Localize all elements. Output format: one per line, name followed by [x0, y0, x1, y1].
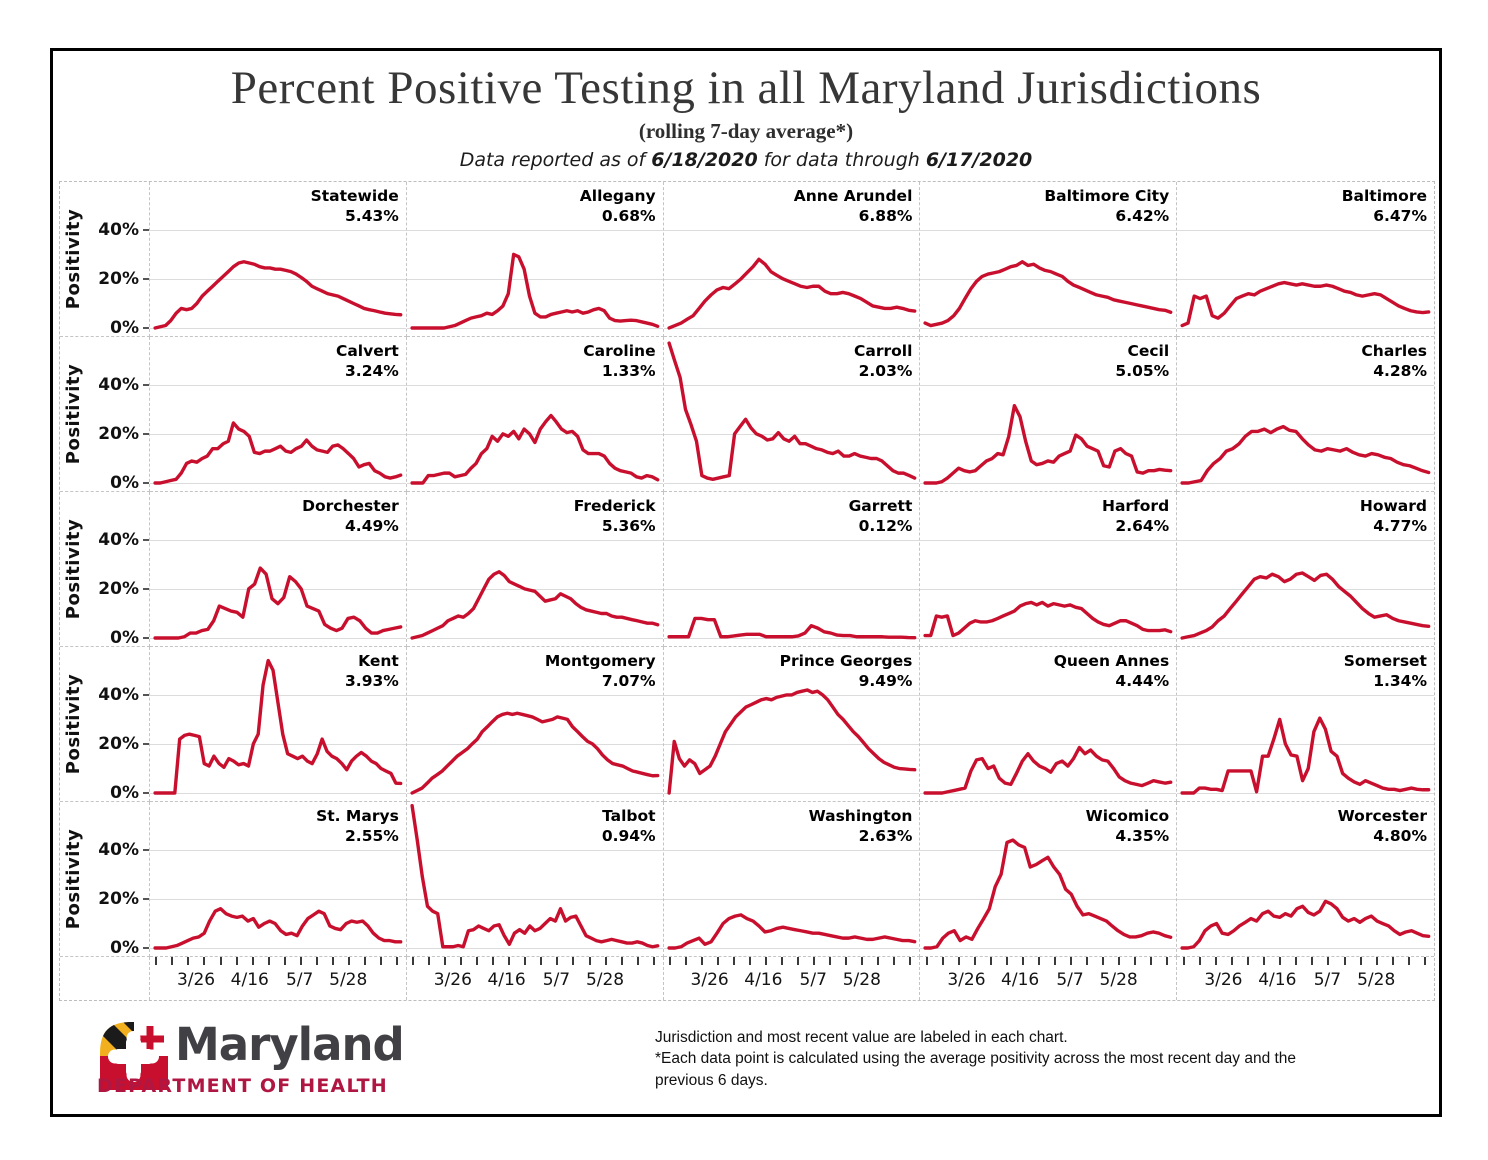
chart-panel-cecil [920, 337, 1177, 492]
x-minor-tick [990, 957, 992, 965]
y-tick-mark [143, 898, 149, 900]
chart-label-cecil [1115, 341, 1169, 382]
y-tick-label [98, 685, 149, 705]
footnote-line-2: *Each data point is calculated using the average positivity across the most recent day and the [655, 1050, 1297, 1068]
y-tick-mark [143, 694, 149, 696]
x-minor-tick [284, 957, 286, 965]
x-minor-tick [556, 957, 558, 965]
y-tick-text: 40% [98, 530, 139, 551]
x-tick-label: 5/7 [542, 970, 571, 990]
x-minor-tick [1199, 957, 1201, 965]
x-minor-tick [187, 957, 189, 965]
x-tick-label: 4/16 [230, 970, 269, 990]
report-frame [50, 48, 1442, 1117]
x-minor-tick [909, 957, 911, 965]
chart-panel-garrett [664, 492, 921, 647]
chart-panel-calvert [150, 337, 407, 492]
y-tick-label [98, 530, 149, 550]
y-tick-text: 40% [98, 220, 139, 241]
chart-panel-frederick [407, 492, 664, 647]
y-tick-text: 0% [110, 472, 139, 493]
report-mid: for data through [757, 149, 926, 171]
y-axis-row-3 [60, 492, 150, 647]
x-minor-tick [252, 957, 254, 965]
jurisdiction-name: Carroll [853, 342, 913, 360]
chart-label-washington [809, 806, 913, 847]
x-tick-label: 5/7 [1313, 970, 1342, 990]
jurisdiction-name: Baltimore [1341, 187, 1427, 205]
x-tick-label: 3/26 [433, 970, 472, 990]
chart-panel-st-marys [150, 802, 407, 957]
y-tick-text: 20% [98, 269, 139, 290]
chart-label-howard [1360, 496, 1427, 537]
x-minor-tick [845, 957, 847, 965]
footnote-line-1: Jurisdiction and most recent value are labeled in each chart. [655, 1029, 1068, 1046]
x-minor-tick [396, 957, 398, 965]
page-subtitle: (rolling 7-day average*) [638, 119, 854, 143]
x-minor-tick [1006, 957, 1008, 965]
x-minor-tick [1134, 957, 1136, 965]
y-tick-mark [143, 743, 149, 745]
chart-panel-queen-annes [920, 647, 1177, 802]
x-tick-label: 4/16 [744, 970, 783, 990]
x-minor-tick [621, 957, 623, 965]
x-minor-tick [171, 957, 173, 965]
y-tick-mark [143, 637, 149, 639]
chart-label-queen-annes [1054, 651, 1169, 692]
x-tick-label: 5/7 [799, 970, 827, 990]
jurisdiction-name: Caroline [583, 342, 656, 360]
report-prefix: Data reported as of [459, 149, 652, 171]
y-tick-text: 40% [98, 375, 139, 396]
x-axis-corner [60, 957, 150, 1000]
report-date-line [53, 149, 1439, 171]
y-axis-title: Positivity [63, 208, 84, 310]
report-date: 6/18/2020 [651, 149, 758, 171]
y-tick-text: 20% [98, 889, 139, 910]
x-tick-label: 4/16 [1258, 970, 1297, 990]
jurisdiction-value: 4.28% [1373, 362, 1427, 381]
x-minor-tick [1022, 957, 1024, 965]
chart-label-talbot [602, 806, 656, 847]
x-minor-tick [203, 957, 205, 965]
y-tick-mark [143, 433, 149, 435]
x-minor-tick [1344, 957, 1346, 965]
x-tick-label: 5/28 [1357, 970, 1396, 990]
chart-panel-somerset [1177, 647, 1434, 802]
jurisdiction-value: 5.05% [1115, 362, 1170, 381]
x-minor-tick [1263, 957, 1265, 965]
x-minor-tick [765, 957, 767, 965]
jurisdiction-name: Queen Annes [1053, 652, 1170, 670]
jurisdiction-value: 0.94% [601, 827, 656, 846]
x-minor-tick [1247, 957, 1249, 965]
jurisdiction-value: 4.35% [1115, 827, 1170, 846]
chart-label-montgomery [545, 651, 656, 692]
chart-label-wicomico [1086, 806, 1170, 847]
y-tick-mark [143, 792, 149, 794]
y-tick-label [98, 220, 149, 240]
jurisdiction-value: 2.55% [345, 827, 399, 846]
x-minor-tick [220, 957, 222, 965]
chart-label-baltimore-city [1044, 186, 1169, 227]
y-tick-label [98, 840, 149, 860]
y-axis-row-2 [60, 337, 150, 492]
y-tick-mark [143, 588, 149, 590]
x-minor-tick [572, 957, 574, 965]
y-tick-label [98, 579, 149, 599]
jurisdiction-name: Harford [1101, 497, 1170, 515]
y-tick-mark [143, 849, 149, 851]
x-minor-tick [1118, 957, 1120, 965]
y-tick-text: 40% [98, 840, 139, 861]
chart-panel-kent [150, 647, 407, 802]
y-axis-title: Positivity [63, 828, 84, 930]
y-tick-mark [143, 384, 149, 386]
chart-panel-talbot [407, 802, 664, 957]
x-minor-tick [781, 957, 783, 965]
x-minor-tick [1086, 957, 1088, 965]
x-minor-tick [460, 957, 462, 965]
x-minor-tick [1150, 957, 1152, 965]
small-multiples-grid [59, 181, 1435, 1001]
chart-panel-howard [1177, 492, 1434, 647]
x-minor-tick [1166, 957, 1168, 965]
chart-panel-baltimore [1177, 182, 1434, 337]
chart-panel-washington [664, 802, 921, 957]
x-minor-tick [701, 957, 703, 965]
jurisdiction-name: Talbot [602, 807, 656, 825]
chart-panel-statewide [150, 182, 407, 337]
y-axis-title: Positivity [63, 518, 84, 620]
y-tick-mark [143, 327, 149, 329]
y-tick-text: 0% [110, 627, 139, 648]
x-minor-tick [942, 957, 944, 965]
x-minor-tick [540, 957, 542, 965]
x-minor-tick [877, 957, 879, 965]
jurisdiction-name: Dorchester [302, 497, 399, 515]
chart-panel-worcester [1177, 802, 1434, 957]
jurisdiction-name: Cecil [1127, 342, 1170, 360]
x-minor-tick [637, 957, 639, 965]
x-minor-tick [1231, 957, 1233, 965]
y-axis-title: Positivity [63, 363, 84, 465]
jurisdiction-name: Wicomico [1085, 807, 1170, 825]
x-axis-col-2 [407, 957, 664, 1000]
jurisdiction-value: 4.80% [1373, 827, 1427, 846]
jurisdiction-name: Somerset [1343, 652, 1427, 670]
chart-panel-baltimore-city [920, 182, 1177, 337]
y-axis-row-5 [60, 802, 150, 957]
y-tick-label [98, 269, 149, 289]
x-minor-tick [893, 957, 895, 965]
x-minor-tick [733, 957, 735, 965]
jurisdiction-name: Allegany [579, 187, 656, 205]
chart-panel-montgomery [407, 647, 664, 802]
y-tick-label [110, 628, 149, 648]
x-minor-tick [829, 957, 831, 965]
x-minor-tick [236, 957, 238, 965]
chart-label-kent [345, 651, 399, 692]
jurisdiction-name: St. Marys [316, 807, 399, 825]
jurisdiction-value: 3.93% [345, 672, 399, 691]
y-tick-text: 0% [110, 782, 139, 803]
x-minor-tick [1054, 957, 1056, 965]
maryland-doh-logo [95, 1017, 425, 1103]
header [53, 61, 1439, 171]
x-minor-tick [364, 957, 366, 965]
x-minor-tick [1424, 957, 1426, 965]
y-tick-label [98, 889, 149, 909]
x-minor-tick [476, 957, 478, 965]
x-minor-tick [1311, 957, 1313, 965]
chart-label-dorchester [302, 496, 399, 537]
chart-label-calvert [336, 341, 399, 382]
chart-label-st-marys [316, 806, 399, 847]
x-minor-tick [589, 957, 591, 965]
x-minor-tick [1360, 957, 1362, 965]
y-tick-mark [143, 539, 149, 541]
x-minor-tick [444, 957, 446, 965]
jurisdiction-value: 2.63% [858, 827, 913, 846]
x-minor-tick [1183, 957, 1185, 965]
chart-label-prince-georges [780, 651, 913, 692]
x-minor-tick [348, 957, 350, 965]
x-tick-label: 5/28 [842, 970, 881, 990]
y-axis-row-4 [60, 647, 150, 802]
y-tick-label [98, 375, 149, 395]
jurisdiction-value: 1.33% [601, 362, 656, 381]
chart-panel-dorchester [150, 492, 407, 647]
y-tick-mark [143, 482, 149, 484]
chart-panel-harford [920, 492, 1177, 647]
x-minor-tick [268, 957, 270, 965]
x-minor-tick [1038, 957, 1040, 965]
x-tick-label: 3/26 [690, 970, 729, 990]
jurisdiction-name: Prince Georges [779, 652, 913, 670]
y-tick-label [110, 938, 149, 958]
chart-panel-carroll [664, 337, 921, 492]
jurisdiction-name: Worcester [1337, 807, 1427, 825]
jurisdiction-value: 0.12% [858, 517, 913, 536]
jurisdiction-name: Charles [1361, 342, 1427, 360]
x-minor-tick [508, 957, 510, 965]
jurisdiction-name: Montgomery [544, 652, 656, 670]
jurisdiction-value: 7.07% [601, 672, 656, 691]
jurisdiction-name: Washington [808, 807, 913, 825]
x-tick-label: 5/7 [1056, 970, 1084, 990]
y-tick-label [110, 473, 149, 493]
jurisdiction-value: 1.34% [1373, 672, 1427, 691]
x-minor-tick [1215, 957, 1217, 965]
x-tick-label: 4/16 [1001, 970, 1040, 990]
y-tick-text: 0% [110, 937, 139, 958]
x-minor-tick [1070, 957, 1072, 965]
footnote-line-3: previous 6 days. [655, 1071, 768, 1089]
jurisdiction-value: 0.68% [601, 207, 656, 226]
jurisdiction-name: Howard [1359, 497, 1427, 515]
chart-label-caroline [583, 341, 655, 382]
y-axis-row-1 [60, 182, 150, 337]
x-axis-col-1 [150, 957, 407, 1000]
y-tick-text: 0% [110, 317, 139, 338]
x-tick-label: 3/26 [947, 970, 986, 990]
jurisdiction-name: Baltimore City [1044, 187, 1170, 205]
y-tick-text: 20% [98, 424, 139, 445]
x-axis-col-5 [1177, 957, 1434, 1000]
chart-label-worcester [1338, 806, 1427, 847]
chart-panel-charles [1177, 337, 1434, 492]
chart-label-baltimore [1342, 186, 1427, 227]
x-minor-tick [749, 957, 751, 965]
x-tick-label: 3/26 [1204, 970, 1243, 990]
x-minor-tick [813, 957, 815, 965]
x-minor-tick [1408, 957, 1410, 965]
chart-panel-prince-georges [664, 647, 921, 802]
y-tick-label [110, 318, 149, 338]
chart-label-statewide [311, 186, 399, 227]
x-minor-tick [669, 957, 671, 965]
chart-label-frederick [574, 496, 656, 537]
x-tick-label: 3/26 [176, 970, 216, 990]
y-tick-label [98, 734, 149, 754]
x-minor-tick [1327, 957, 1329, 965]
jurisdiction-name: Statewide [310, 187, 399, 205]
x-minor-tick [974, 957, 976, 965]
x-minor-tick [1279, 957, 1281, 965]
x-minor-tick [316, 957, 318, 965]
jurisdiction-value: 4.44% [1115, 672, 1170, 691]
jurisdiction-value: 2.64% [1115, 517, 1170, 536]
x-minor-tick [797, 957, 799, 965]
x-minor-tick [605, 957, 607, 965]
y-tick-mark [143, 278, 149, 280]
jurisdiction-name: Garrett [848, 497, 913, 515]
x-tick-label: 5/28 [1099, 970, 1138, 990]
y-tick-text: 20% [98, 579, 139, 600]
jurisdiction-name: Anne Arundel [793, 187, 913, 205]
y-axis-title: Positivity [63, 673, 84, 775]
x-minor-tick [155, 957, 157, 965]
jurisdiction-value: 6.88% [858, 207, 913, 226]
x-tick-label: 4/16 [487, 970, 526, 990]
chart-label-harford [1102, 496, 1169, 537]
x-minor-tick [380, 957, 382, 965]
x-minor-tick [1295, 957, 1297, 965]
jurisdiction-value: 5.43% [345, 207, 399, 226]
chart-panel-anne-arundel [664, 182, 921, 337]
x-axis-col-4 [920, 957, 1177, 1000]
x-minor-tick [926, 957, 928, 965]
x-minor-tick [492, 957, 494, 965]
jurisdiction-value: 4.77% [1373, 517, 1427, 536]
jurisdiction-value: 4.49% [345, 517, 399, 536]
x-tick-label: 5/28 [585, 970, 625, 990]
footnote [655, 1027, 1445, 1091]
jurisdiction-value: 3.24% [345, 362, 399, 381]
chart-label-charles [1361, 341, 1427, 382]
chart-label-somerset [1344, 651, 1427, 692]
y-tick-label [98, 424, 149, 444]
x-minor-tick [428, 957, 430, 965]
x-minor-tick [1376, 957, 1378, 965]
x-minor-tick [412, 957, 414, 965]
chart-label-anne-arundel [794, 186, 913, 227]
x-minor-tick [717, 957, 719, 965]
y-tick-text: 20% [98, 734, 139, 755]
x-minor-tick [300, 957, 302, 965]
x-minor-tick [1102, 957, 1104, 965]
x-minor-tick [524, 957, 526, 965]
x-minor-tick [958, 957, 960, 965]
x-tick-label: 5/28 [329, 970, 368, 990]
page-title: Percent Positive Testing in all Maryland Jurisdictions [230, 62, 1262, 114]
x-minor-tick [332, 957, 334, 965]
jurisdiction-value: 6.42% [1115, 207, 1170, 226]
x-minor-tick [685, 957, 687, 965]
jurisdiction-value: 6.47% [1373, 207, 1427, 226]
jurisdiction-value: 9.49% [858, 672, 913, 691]
y-tick-text: 40% [98, 685, 139, 706]
jurisdiction-value: 2.03% [858, 362, 913, 381]
y-tick-label [110, 783, 149, 803]
chart-label-garrett [849, 496, 913, 537]
x-axis-col-3 [664, 957, 921, 1000]
chart-panel-wicomico [920, 802, 1177, 957]
jurisdiction-value: 5.36% [601, 517, 656, 536]
chart-panel-allegany [407, 182, 664, 337]
x-minor-tick [861, 957, 863, 965]
jurisdiction-name: Frederick [573, 497, 656, 515]
chart-label-allegany [580, 186, 656, 227]
logo-department-text: DEPARTMENT OF HEALTH [97, 1075, 388, 1097]
x-minor-tick [653, 957, 655, 965]
jurisdiction-name: Kent [358, 652, 399, 670]
chart-panel-caroline [407, 337, 664, 492]
x-minor-tick [1392, 957, 1394, 965]
logo-wordmark: Maryland [175, 1018, 404, 1071]
chart-label-carroll [854, 341, 912, 382]
data-through-date: 6/17/2020 [925, 149, 1033, 171]
y-tick-mark [143, 947, 149, 949]
y-tick-mark [143, 229, 149, 231]
x-tick-label: 5/7 [285, 970, 314, 990]
jurisdiction-name: Calvert [335, 342, 399, 360]
